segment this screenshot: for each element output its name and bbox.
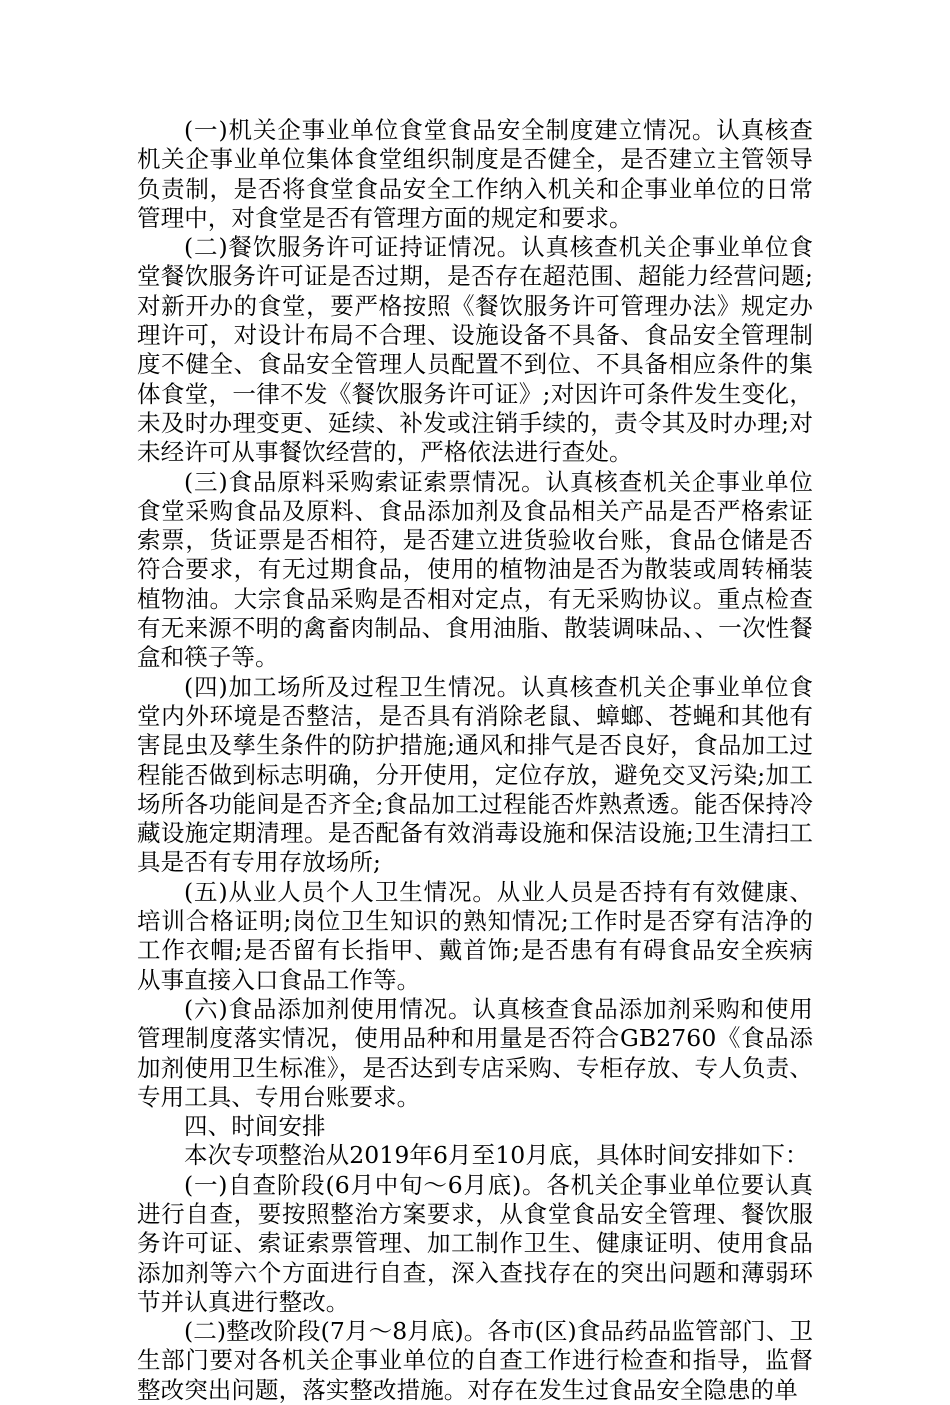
paragraph-rectification-stage: (二)整改阶段(7月～8月底)。各市(区)食品药品监管部门、卫生部门要对各机关企事业单位的自查工作进行检查和指导，监督整改突出问题，落实整改措施。对存在发生过食品安全隐患的单 xyxy=(137,1317,813,1404)
section-heading-schedule: 四、时间安排 xyxy=(184,1112,326,1141)
paragraph-processing-hygiene: (四)加工场所及过程卫生情况。认真核查机关企事业单位食堂内外环境是否整洁，是否具有消除老鼠、蟑螂、苍蝇和其他有害昆虫及孳生条件的防护措施;通风和排气是否良好，食品加工过程能否做到标志明确，分开使用，定位存放，避免交叉污染;加工场所各功能间是否齐全;食品加工过程能否炸熟煮透。能否保持冷藏设施定期清理。是否配备有效消毒设施和保洁设施;卫生清扫工具是否有专用存放场所; xyxy=(137,672,813,877)
paragraph-catering-license: (二)餐饮服务许可证持证情况。认真核查机关企事业单位食堂餐饮服务许可证是否过期，是否存在超范围、超能力经营问题;对新开办的食堂，要严格按照《餐饮服务许可管理办法》规定办理许可，对设计布局不合理、设施设备不具备、食品安全管理制度不健全、食品安全管理人员配置不到位、不具备相应条件的集体食堂，一律不发《餐饮服务许可证》;对因许可条件发生变化，未及时办理变更、延续、补发或注销手续的，责令其及时办理;对未经许可从事餐饮经营的，严格依法进行查处。 xyxy=(137,233,813,467)
paragraph-staff-hygiene: (五)从业人员个人卫生情况。从业人员是否持有有效健康、培训合格证明;岗位卫生知识的熟知情况;工作时是否穿有洁净的工作衣帽;是否留有长指甲、戴首饰;是否患有有碍食品安全疾病从事直接入口食品工作等。 xyxy=(137,877,813,994)
document-body xyxy=(137,116,813,1405)
paragraph-canteen-safety-system: (一)机关企事业单位食堂食品安全制度建立情况。认真核查机关企事业单位集体食堂组织制度是否健全，是否建立主管领导负责制，是否将食堂食品安全工作纳入机关和企事业单位的日常管理中，对食堂是否有管理方面的规定和要求。 xyxy=(137,116,813,232)
paragraph-food-additives: (六)食品添加剂使用情况。认真核查食品添加剂采购和使用管理制度落实情况，使用品种和用量是否符合GB2760《食品添加剂使用卫生标准》，是否达到专店采购、专柜存放、专人负责、专用工具、专用台账要求。 xyxy=(137,994,813,1111)
paragraph-self-inspection-stage: (一)自查阶段(6月中旬～6月底)。各机关企事业单位要认真进行自查，要按照整治方案要求，从食堂食品安全管理、餐饮服务许可证、索证索票管理、加工制作卫生、健康证明、使用食品添加剂等六个方面进行自查，深入查找存在的突出问题和薄弱环节并认真进行整改。 xyxy=(137,1170,813,1316)
paragraph-raw-material-procurement: (三)食品原料采购索证索票情况。认真核查机关企事业单位食堂采购食品及原料、食品添加剂及食品相关产品是否严格索证索票，货证票是否相符，是否建立进货验收台账，食品仓储是否符合要求，有无过期食品，使用的植物油是否为散装或周转桶装植物油。大宗食品采购是否相对定点，有无采购协议。重点检查有无来源不明的禽畜肉制品、食用油脂、散装调味品、、一次性餐盒和筷子等。 xyxy=(137,467,813,672)
paragraph-schedule-intro: 本次专项整治从2019年6月至10月底，具体时间安排如下： xyxy=(184,1141,809,1170)
